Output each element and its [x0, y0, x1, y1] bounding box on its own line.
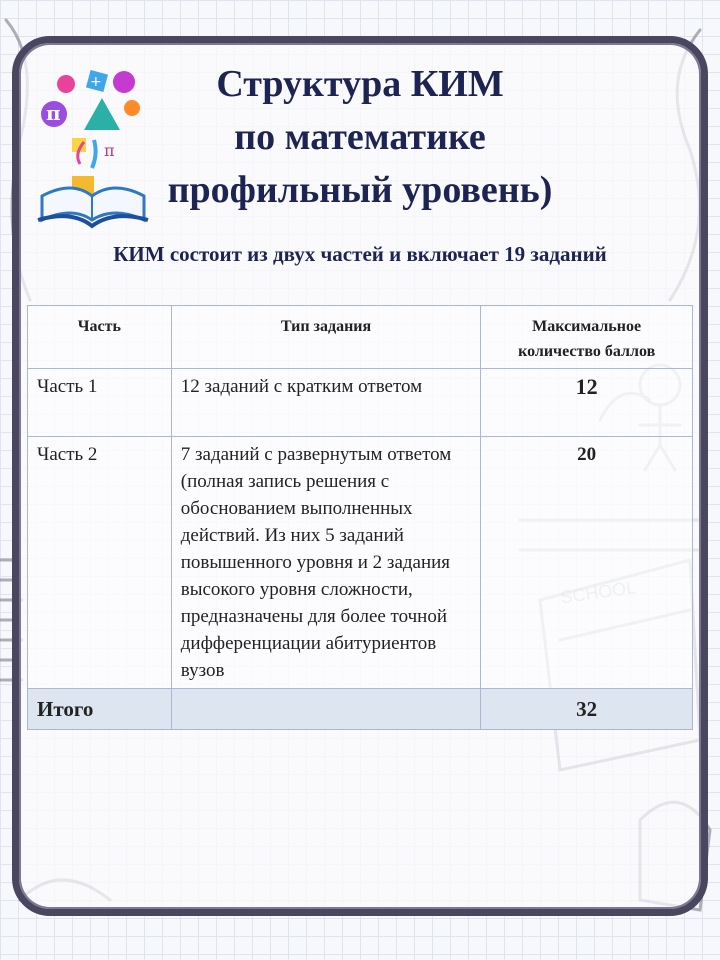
cell-part: Часть 1 [28, 369, 172, 437]
title-line-3: профильный уровень) [167, 169, 553, 211]
subtitle: КИМ состоит из двух частей и включает 19 заданий [113, 242, 607, 266]
svg-text:π: π [46, 101, 61, 125]
header-max-points: Максимальное количество баллов [481, 306, 693, 369]
kim-structure-table [27, 305, 693, 730]
cell-type: 12 заданий с кратким ответом [171, 369, 481, 437]
total-type [171, 689, 481, 730]
table-row [28, 369, 693, 437]
svg-text:π: π [104, 141, 115, 160]
page-title [130, 58, 590, 217]
table-header-row [28, 306, 693, 369]
title-line-2: по математике [234, 116, 486, 158]
title-line-1: Структура КИМ [216, 63, 504, 105]
svg-text:+: + [90, 74, 102, 90]
header-type: Тип задания [171, 306, 481, 369]
table-total-row [28, 689, 693, 730]
cell-points: 12 [481, 369, 693, 437]
cell-type: 7 заданий с развернутым ответом (полная запись решения с обоснованием выполненных действий. Из них 5 заданий повышенного уровня и 2 задания высокого уровня сложности, предназначены для более точной дифференциации абитуриентов вузов [171, 437, 481, 689]
total-label: Итого [28, 689, 172, 730]
header-part: Часть [28, 306, 172, 369]
total-points: 32 [481, 689, 693, 730]
table-row [28, 437, 693, 689]
cell-part: Часть 2 [28, 437, 172, 689]
cell-points: 20 [481, 437, 693, 689]
